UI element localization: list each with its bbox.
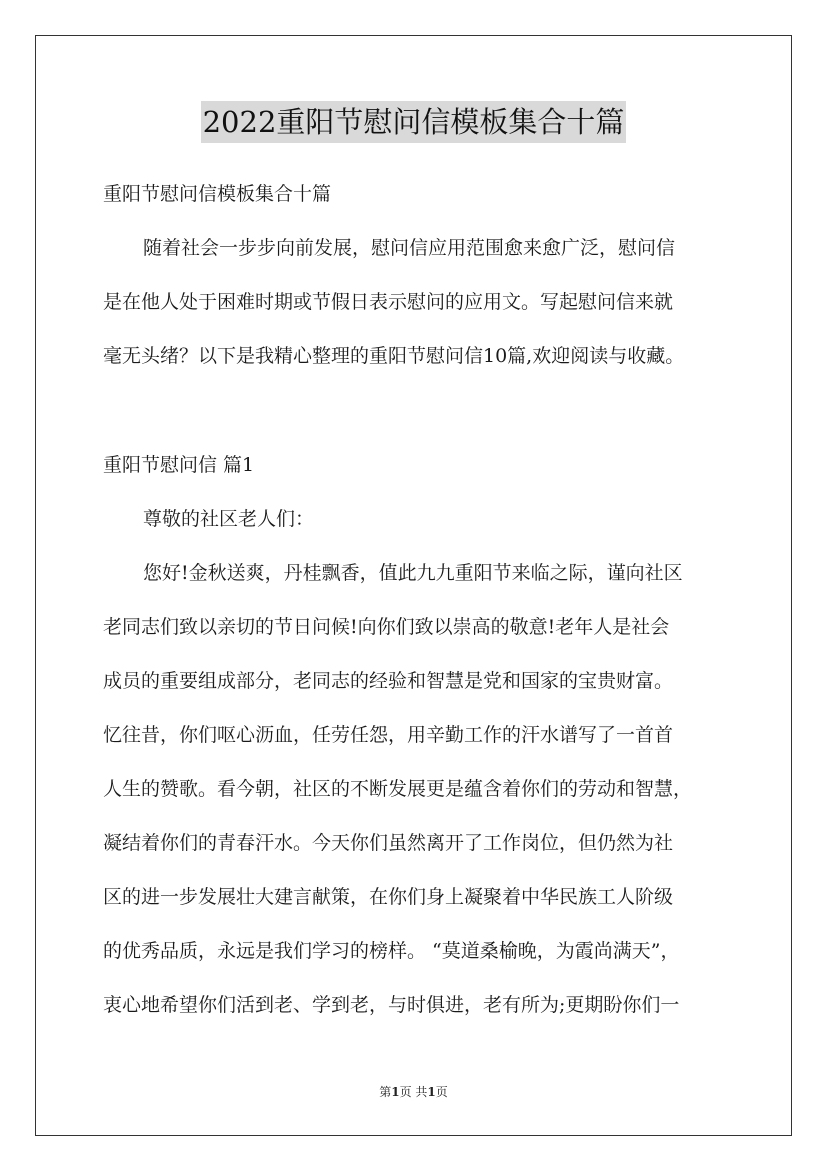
- title-container: [0, 101, 827, 143]
- footer-page-suffix: 页: [435, 1085, 448, 1099]
- body-line-7: 区的进一步发展壮大建言献策，在你们身上凝聚着中华民族工人阶级: [103, 886, 674, 908]
- document-title: 2022重阳节慰问信模板集合十篇: [201, 101, 627, 143]
- body-line-6: 凝结着你们的青春汗水。今天你们虽然离开了工作岗位，但仍然为社: [103, 832, 674, 854]
- intro-line-1: 随着社会一步步向前发展，慰问信应用范围愈来愈广泛，慰问信: [143, 237, 676, 259]
- footer-page-prefix: 第: [379, 1085, 392, 1099]
- body-line-1: 您好!金秋送爽，丹桂飘香，值此九九重阳节来临之际，谨向社区: [143, 562, 683, 584]
- footer-current-page: 1: [391, 1085, 400, 1099]
- page-footer: [0, 1084, 827, 1100]
- body-line-9: 衷心地希望你们活到老、学到老，与时俱进，老有所为;更期盼你们一: [103, 994, 680, 1016]
- body-line-4: 忆往昔，你们呕心沥血，任劳任怨，用辛勤工作的汗水谱写了一首首: [103, 724, 674, 746]
- body-line-5: 人生的赞歌。看今朝，社区的不断发展更是蕴含着你们的劳动和智慧，: [103, 778, 693, 800]
- salutation: 尊敬的社区老人们：: [143, 508, 315, 530]
- intro-line-2: 是在他人处于困难时期或节假日表示慰问的应用文。写起慰问信来就: [103, 291, 674, 313]
- footer-page-mid: 页 共: [399, 1085, 428, 1099]
- document-subtitle: 重阳节慰问信模板集合十篇: [103, 183, 332, 205]
- footer-total-pages: 1: [427, 1085, 436, 1099]
- section-heading: 重阳节慰问信 篇1: [103, 454, 255, 476]
- body-line-8: 的优秀品质，永远是我们学习的榜样。 “莫道桑榆晚，为霞尚满天”，: [103, 940, 680, 962]
- body-line-3: 成员的重要组成部分，老同志的经验和智慧是党和国家的宝贵财富。: [103, 670, 674, 692]
- body-line-2: 老同志们致以亲切的节日问候!向你们致以崇高的敬意!老年人是社会: [103, 616, 670, 638]
- intro-line-3: 毫无头绪？以下是我精心整理的重阳节慰问信10篇,欢迎阅读与收藏。: [103, 345, 685, 367]
